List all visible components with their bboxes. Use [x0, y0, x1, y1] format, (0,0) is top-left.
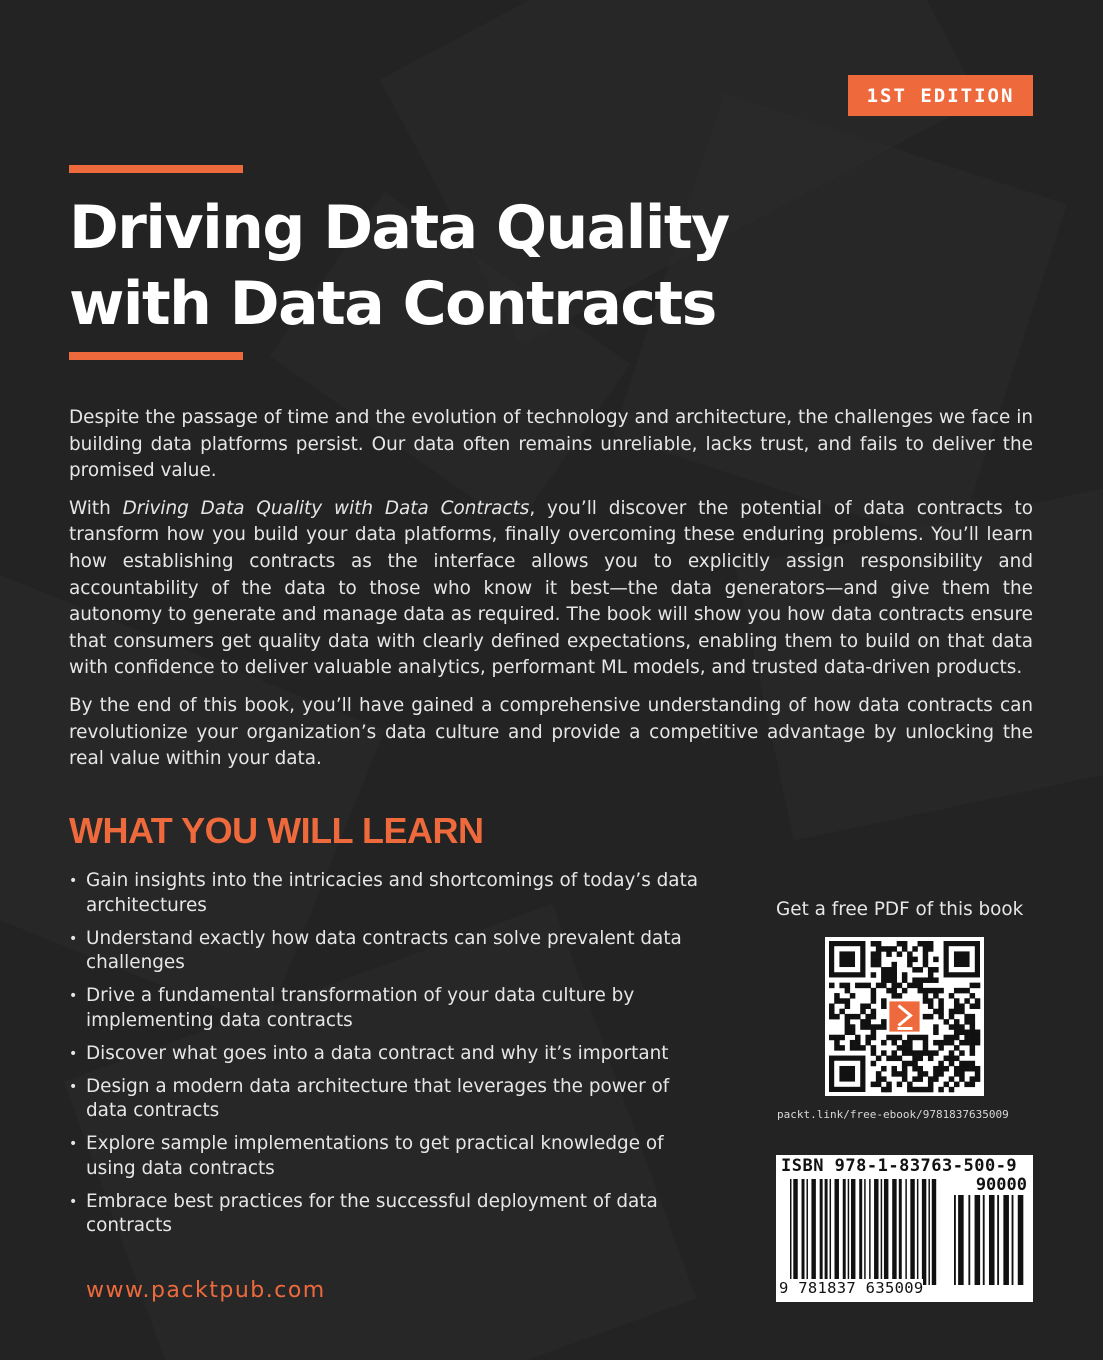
- list-item: • Design a modern data architecture that leverages the power of data contracts: [69, 1075, 709, 1124]
- free-ebook-link[interactable]: packt.link/free-ebook/9781837635009: [777, 1108, 1009, 1121]
- title-line-2: with Data Contracts: [69, 269, 716, 339]
- publisher-website-link[interactable]: www.packtpub.com: [86, 1278, 326, 1303]
- title-accent-bar-bottom: [69, 352, 243, 360]
- title-accent-bar-top: [69, 165, 243, 173]
- description-text: With: [69, 497, 123, 519]
- description-text: , you’ll discover the potential of data contracts to transform how you build your data platforms, finally overcoming these enduring problems. You’ll learn how establishing contracts as the interface allows you to explicitly assign responsibility and accountability of the data to those who know it best—the data generators—and give them the autonomy to generate and manage data as required. The book will show you how data contracts ensure that consumers get quality data with clearly defined expectations, enabling them to build on that data with confidence to deliver valuable analytics, performant ML models, and trusted data-driven products.: [69, 497, 1033, 679]
- description-paragraph-2: [69, 496, 1033, 682]
- description-paragraph-3: By the end of this book, you’ll have gained a comprehensive understanding of how data contracts can revolutionize your organization’s data culture and provide a competitive advantage by unlocking the real value within your data.: [69, 694, 1033, 770]
- list-item: • Understand exactly how data contracts can solve prevalent data challenges: [69, 927, 709, 976]
- book-description: [69, 405, 1033, 784]
- list-item: • Discover what goes into a data contract and why it’s important: [69, 1042, 709, 1067]
- addon-barcode-bars: [954, 1195, 1026, 1285]
- list-item: • Explore sample implementations to get practical knowledge of using data contracts: [69, 1132, 709, 1181]
- learn-list: [69, 869, 709, 1247]
- ean-barcode-bars: [790, 1179, 940, 1285]
- edition-badge: 1ST EDITION: [848, 75, 1033, 116]
- list-item: • Gain insights into the intricacies and shortcomings of today’s data architectures: [69, 869, 709, 918]
- barcode-number: 9 781837 635009: [779, 1279, 924, 1297]
- qr-code-image: [825, 937, 984, 1096]
- title-line-1: Driving Data Quality: [69, 193, 729, 263]
- book-title-italic: Driving Data Quality with Data Contracts: [122, 497, 530, 519]
- learn-heading: WHAT YOU WILL LEARN: [69, 810, 484, 851]
- qr-code[interactable]: [825, 937, 984, 1096]
- list-item: • Embrace best practices for the successful deployment of data contracts: [69, 1190, 709, 1239]
- book-title: [69, 190, 729, 342]
- price-addon-code: 90000: [975, 1175, 1027, 1195]
- isbn-barcode: [776, 1155, 1033, 1302]
- free-pdf-label: Get a free PDF of this book: [776, 899, 1024, 920]
- isbn-text: ISBN 978-1-83763-500-9: [781, 1156, 1018, 1176]
- description-paragraph-1: Despite the passage of time and the evolution of technology and architecture, the challenges we face in building data platforms persist. Our data often remains unreliable, lacks trust, and fails to deliver the promised value.: [69, 407, 1033, 482]
- list-item: • Drive a fundamental transformation of your data culture by implementing data contracts: [69, 984, 709, 1033]
